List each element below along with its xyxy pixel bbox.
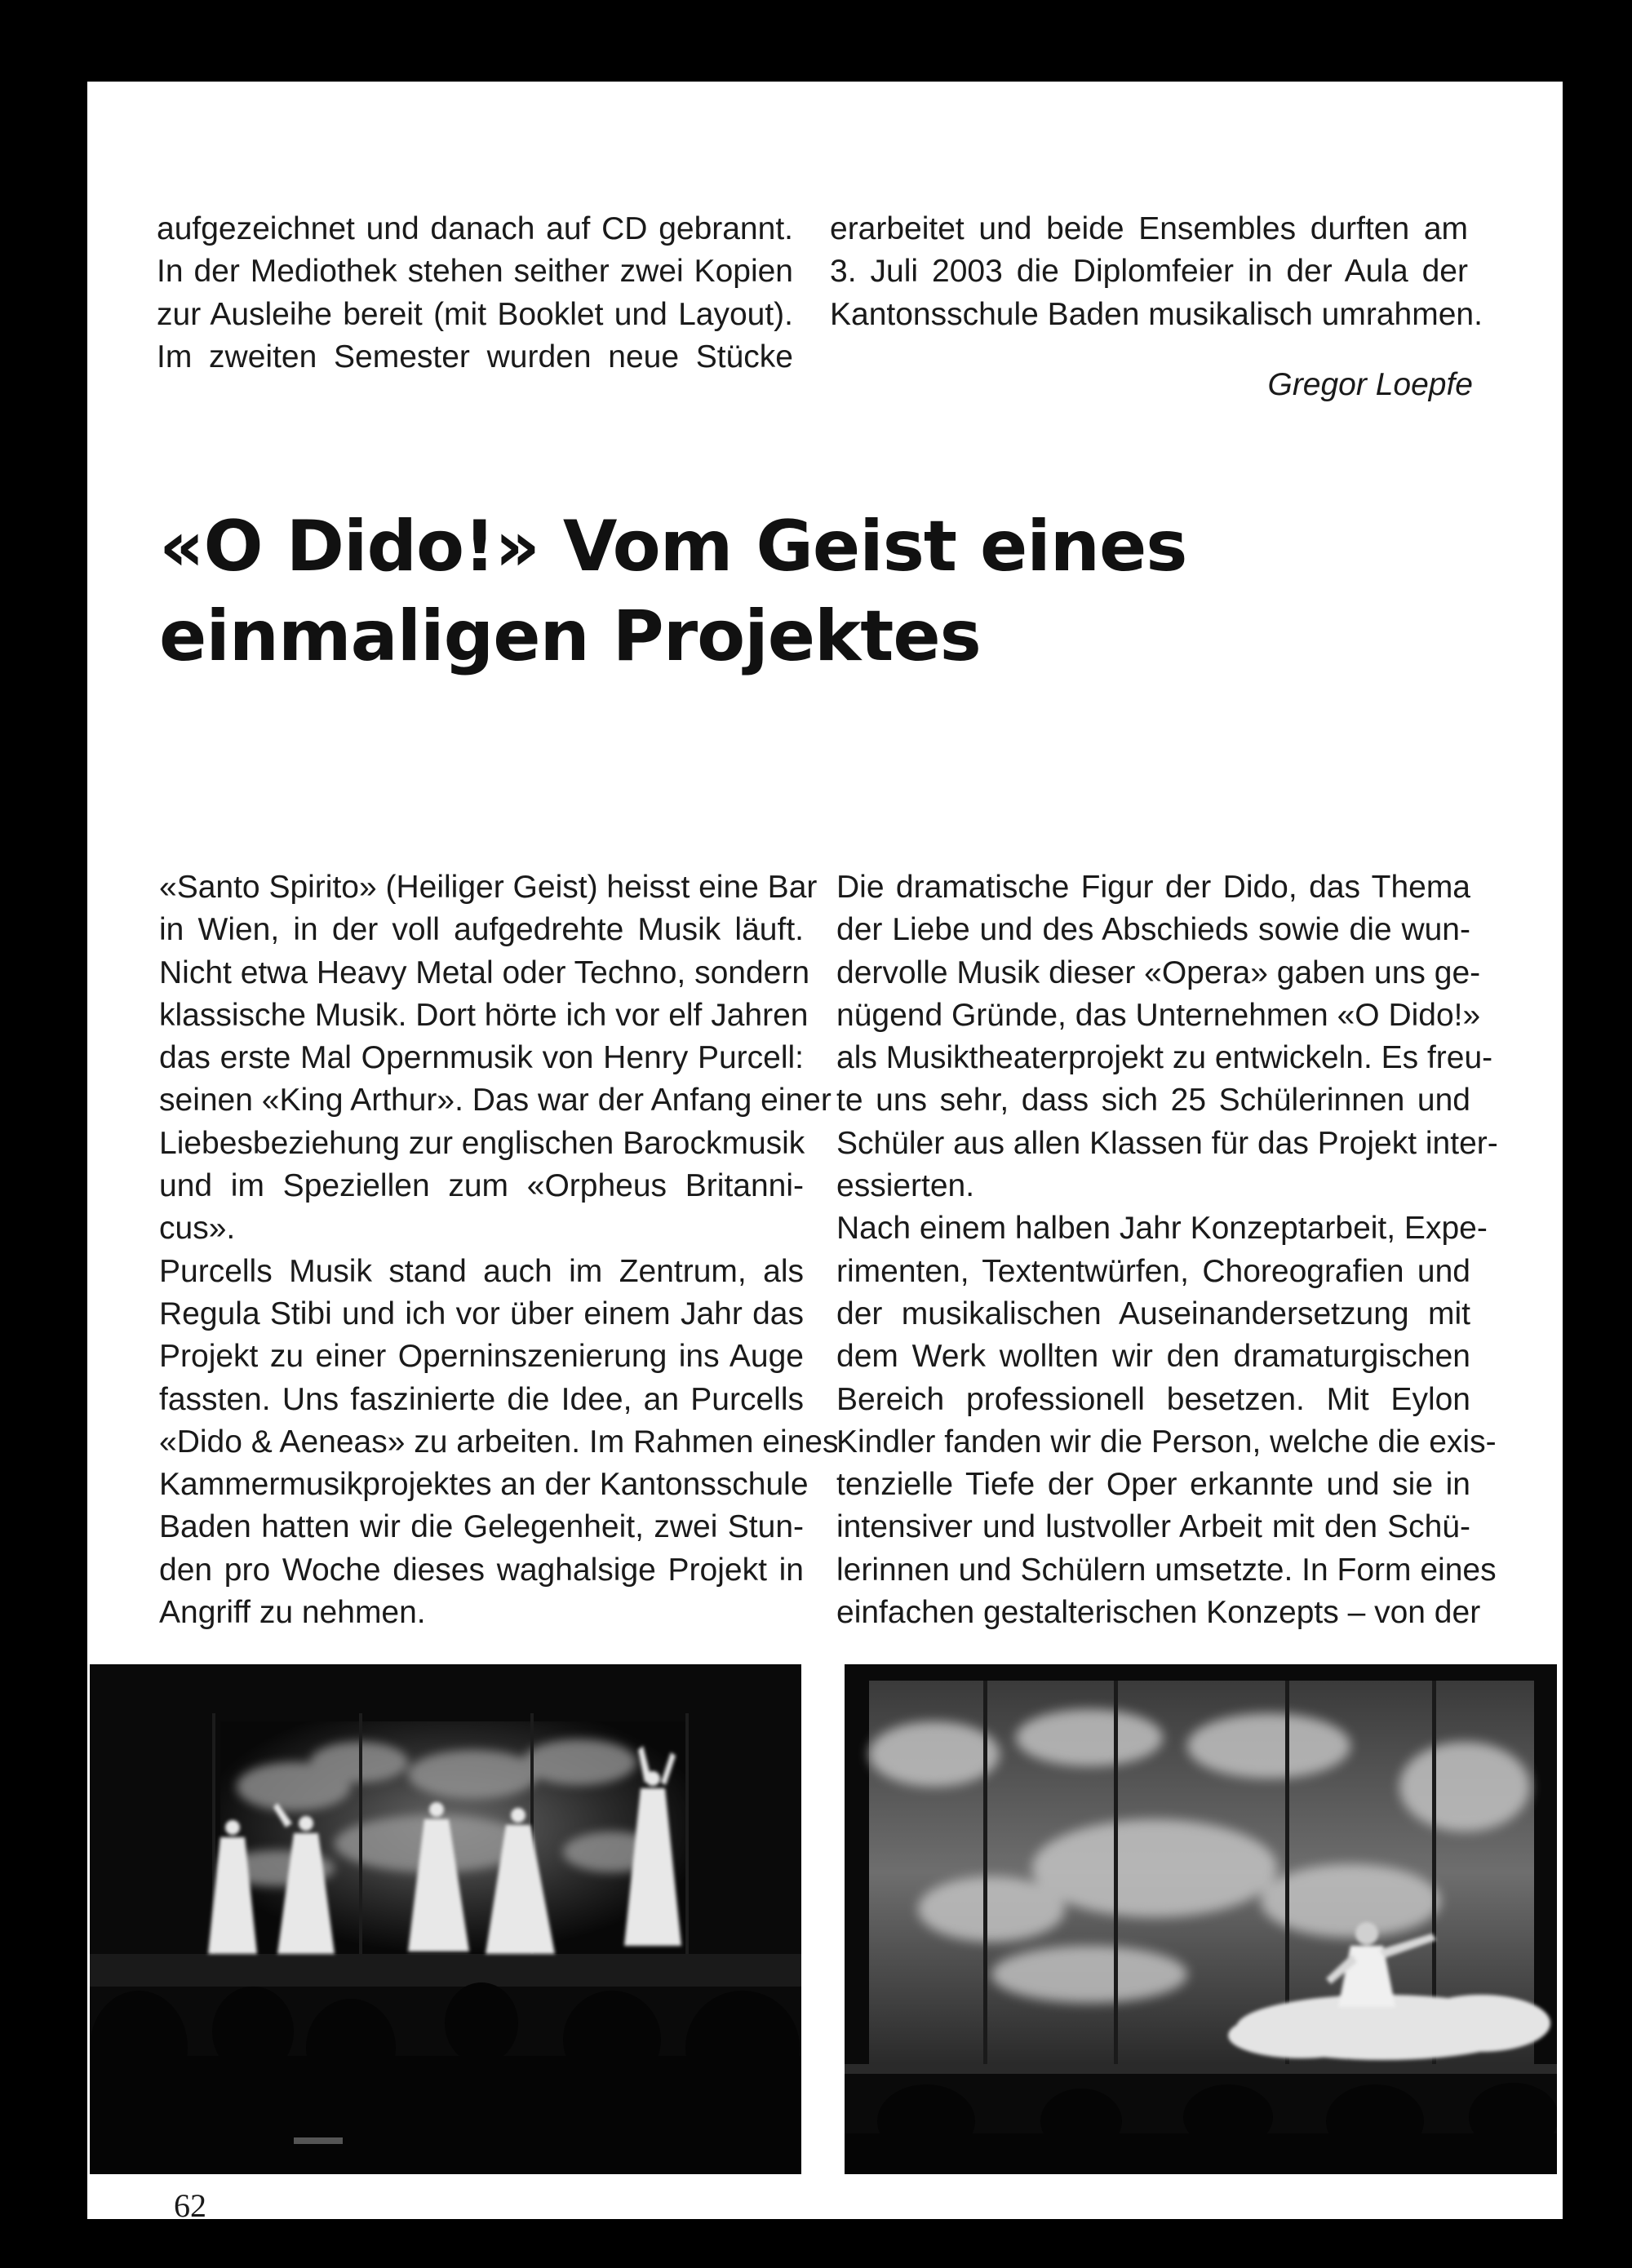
article-right-column bbox=[836, 866, 1498, 1634]
text-line: lerinnen und Schülern umsetzte. In Form eines bbox=[836, 1552, 1497, 1588]
text-line: der Liebe und des Abschieds sowie die wun- bbox=[836, 912, 1470, 948]
text-line: den pro Woche dieses waghalsige Projekt in bbox=[159, 1552, 804, 1588]
text-line: Purcells Musik stand auch im Zentrum, als bbox=[159, 1253, 804, 1289]
stage-photo-dido-image bbox=[845, 1664, 1557, 2174]
text-line: zur Ausleihe bereit (mit Booklet und Layout). bbox=[157, 296, 793, 332]
text-line: nügend Gründe, das Unternehmen «O Dido!» bbox=[836, 997, 1481, 1033]
text-line: intensiver und lustvoller Arbeit mit den Schü- bbox=[836, 1509, 1470, 1545]
page-number: 62 bbox=[174, 2187, 206, 2224]
text-line: «Santo Spirito» (Heiliger Geist) heisst eine Bar bbox=[159, 870, 818, 905]
text-line: in Wien, in der voll aufgedrehte Musik läuft. bbox=[159, 912, 804, 948]
text-line: «Dido & Aeneas» zu arbeiten. Im Rahmen eines bbox=[159, 1424, 839, 1460]
stage-photo-dancers bbox=[90, 1664, 801, 2174]
text-line: erarbeitet und beide Ensembles durften am bbox=[830, 211, 1468, 246]
text-line: Nach einem halben Jahr Konzeptarbeit, Expe- bbox=[836, 1211, 1488, 1247]
text-line: und im Speziellen zum «Orpheus Britanni- bbox=[159, 1168, 804, 1204]
text-line: Schüler aus allen Klassen für das Projekt inter- bbox=[836, 1125, 1498, 1161]
text-line: einfachen gestalterischen Konzepts – von der bbox=[836, 1595, 1481, 1631]
text-line: In der Mediothek stehen seither zwei Kopien bbox=[157, 254, 793, 290]
text-line: Liebesbeziehung zur englischen Barockmusik bbox=[159, 1125, 805, 1161]
text-line: als Musiktheaterprojekt zu entwickeln. Es freu- bbox=[836, 1040, 1493, 1076]
text-line: Nicht etwa Heavy Metal oder Techno, sondern bbox=[159, 955, 810, 990]
text-line: fassten. Uns faszinierte die Idee, an Purcells bbox=[159, 1381, 804, 1417]
text-line: cus». bbox=[159, 1211, 236, 1247]
text-line: aufgezeichnet und danach auf CD gebrannt. bbox=[157, 211, 793, 246]
text-line: Kindler fanden wir die Person, welche die exis- bbox=[836, 1424, 1497, 1460]
text-line: das erste Mal Opernmusik von Henry Purcell: bbox=[159, 1040, 804, 1076]
text-line: Projekt zu einer Operninszenierung ins Auge bbox=[159, 1339, 804, 1375]
article-left-column bbox=[159, 866, 839, 1634]
text-line: Baden hatten wir die Gelegenheit, zwei Stun- bbox=[159, 1509, 804, 1545]
text-line: Bereich professionell besetzen. Mit Eylon bbox=[836, 1381, 1470, 1417]
author-signature: Gregor Loepfe bbox=[1267, 367, 1473, 402]
text-line: Regula Stibi und ich vor über einem Jahr das bbox=[159, 1296, 804, 1331]
text-line: dem Werk wollten wir den dramaturgischen bbox=[836, 1339, 1470, 1375]
text-line: Die dramatische Figur der Dido, das Thema bbox=[836, 870, 1470, 905]
title-line-1: «O Dido!» Vom Geist eines bbox=[159, 506, 1187, 587]
text-line: Im zweiten Semester wurden neue Stücke bbox=[157, 339, 793, 374]
text-line: dervolle Musik dieser «Opera» gaben uns ge- bbox=[836, 955, 1481, 990]
text-line: Kammermusikprojektes an der Kantonsschule bbox=[159, 1467, 809, 1503]
text-line: seinen «King Arthur». Das war der Anfang einer bbox=[159, 1083, 832, 1118]
text-line: klassische Musik. Dort hörte ich vor elf Jahren bbox=[159, 997, 809, 1033]
page bbox=[87, 82, 1563, 2224]
stage-photo-dancers-image bbox=[90, 1664, 801, 2174]
article-title bbox=[159, 502, 1383, 681]
text-line: 3. Juli 2003 die Diplomfeier in der Aula der bbox=[830, 254, 1468, 290]
top-right-column bbox=[830, 208, 1483, 336]
text-line: Angriff zu nehmen. bbox=[159, 1595, 426, 1631]
text-line: der musikalischen Auseinandersetzung mit bbox=[836, 1296, 1470, 1331]
text-line: tenzielle Tiefe der Oper erkannte und sie in bbox=[836, 1467, 1470, 1503]
stage-photo-dido bbox=[845, 1664, 1557, 2174]
text-line: te uns sehr, dass sich 25 Schülerinnen und bbox=[836, 1083, 1470, 1118]
text-line: rimenten, Textentwürfen, Choreografien und bbox=[836, 1253, 1470, 1289]
text-line: essierten. bbox=[836, 1168, 975, 1204]
top-left-column bbox=[157, 208, 793, 379]
title-line-2: einmaligen Projektes bbox=[159, 596, 981, 677]
text-line: Kantonsschule Baden musikalisch umrahmen. bbox=[830, 296, 1483, 332]
